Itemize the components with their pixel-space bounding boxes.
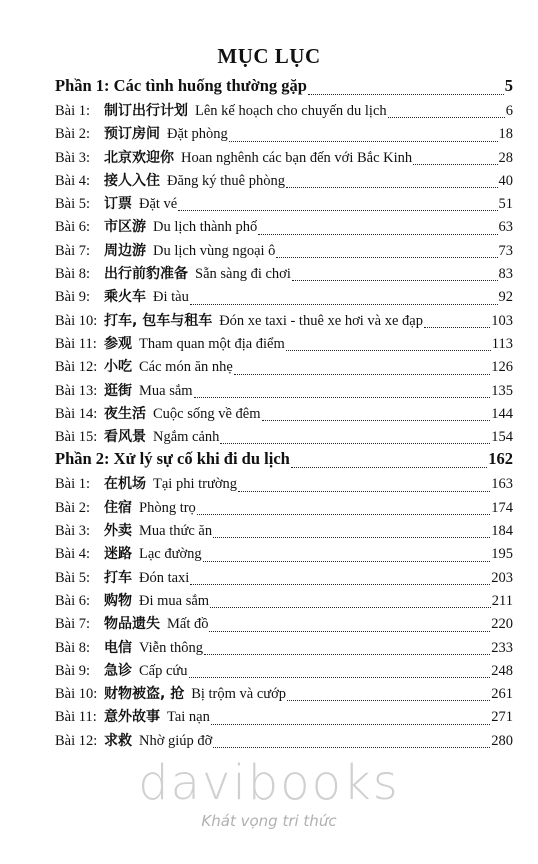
toc-entry[interactable] [55,660,513,683]
lesson-title-chinese: 电信 [104,639,132,656]
lesson-title-vietnamese: Cấp cứu [139,662,188,679]
dot-leader [286,187,498,188]
dot-leader [213,537,490,538]
lesson-title-vietnamese: Lạc đường [139,546,202,563]
lesson-title-chinese: 夜生活 [104,405,146,422]
lesson-title-chinese: 出行前豹准备 [104,266,188,283]
toc-entry[interactable] [55,543,513,566]
page-number: 5 [504,76,513,95]
lesson-title-vietnamese: Đi tàu [153,289,189,306]
page-number: 220 [491,616,513,633]
page-number: 126 [491,359,513,376]
lesson-number: Bài 8: [55,266,91,283]
toc-entry[interactable] [55,123,513,146]
lesson-number: Bài 10: [55,686,98,703]
lesson-title-vietnamese: Du lịch thành phố [153,219,258,236]
lesson-title-vietnamese: Đặt phòng [167,126,228,143]
page-number: 162 [488,449,513,469]
lesson-number: Bài 12: [55,359,98,376]
lesson-title-vietnamese: Tham quan một địa điểm [139,335,285,352]
lesson-number: Bài 4: [55,172,91,189]
dot-leader [413,164,497,165]
lesson-title-vietnamese: Mua thức ăn [139,523,213,540]
lesson-title-chinese: 订票 [104,196,132,213]
watermark-tagline: Khát vọng tri thức [201,812,337,830]
lesson-number: Bài 6: [55,592,91,609]
page-number: 135 [491,382,513,399]
dot-leader [234,374,490,375]
lesson-number: Bài 2: [55,499,91,516]
dot-leader [178,210,497,211]
toc-entry[interactable] [55,310,513,333]
lesson-title-vietnamese: Tại phi trường [153,476,237,493]
toc-entry[interactable] [55,497,513,520]
lesson-title-chinese: 周边游 [104,242,146,259]
lesson-title-vietnamese: Mua sắm [139,382,193,399]
lesson-number: Bài 4: [55,546,91,563]
lesson-number: Bài 1: [55,476,91,493]
lesson-number: Bài 7: [55,242,91,259]
lesson-title-vietnamese: Ngắm cảnh [153,429,220,446]
toc-entry[interactable] [55,706,513,729]
dot-leader [211,724,490,725]
lesson-title-chinese: 住宿 [104,499,132,516]
lesson-number: Bài 12: [55,732,98,749]
dot-leader [203,561,491,562]
dot-leader [292,280,498,281]
dot-leader [308,94,504,95]
lesson-title-chinese: 求救 [104,732,132,749]
toc-entry[interactable] [55,590,513,613]
lesson-number: Bài 15: [55,429,98,446]
lesson-number: Bài 1: [55,103,91,119]
lesson-title-chinese: 市区游 [104,219,146,236]
toc-entry[interactable] [55,333,513,356]
dot-leader [287,700,490,701]
lesson-title-vietnamese: Đi mua sắm [139,592,210,609]
toc-entry[interactable] [55,170,513,193]
toc-entry[interactable] [55,263,513,286]
lesson-number: Bài 5: [55,196,91,213]
toc-entry[interactable] [55,380,513,403]
page-number: 261 [491,686,513,703]
lesson-title-chinese: 财物被盗, 抢 [104,686,185,703]
lesson-title-chinese: 看风景 [104,429,146,446]
lesson-title-chinese: 购物 [104,592,132,609]
table-of-contents [55,76,513,753]
dot-leader [424,327,490,328]
lesson-title-vietnamese: Phòng trọ [139,499,196,516]
lesson-title-vietnamese: Viễn thông [139,639,203,656]
lesson-number: Bài 14: [55,405,98,422]
lesson-title-chinese: 制订出行计划 [104,103,188,119]
page-number: 195 [491,546,513,563]
page-number: 144 [491,405,513,422]
lesson-number: Bài 7: [55,616,91,633]
lesson-title-chinese: 迷路 [104,546,132,563]
dot-leader [388,117,505,118]
page-number: 211 [491,592,513,609]
lesson-number: Bài 13: [55,382,98,399]
lesson-title-chinese: 打车, 包车与租车 [104,312,213,329]
lesson-title-chinese: 急诊 [104,662,132,679]
dot-leader [210,607,491,608]
part-title: Phần 2: Xử lý sự cố khi đi du lịch [55,449,290,469]
watermark-logo: davibooks [138,755,400,811]
dot-leader [258,234,497,235]
dot-leader [204,654,490,655]
lesson-number: Bài 3: [55,523,91,540]
toc-entry[interactable] [55,216,513,239]
lesson-title-chinese: 北京欢迎你 [104,149,174,166]
dot-leader [276,257,497,258]
dot-leader [213,747,490,748]
part-heading[interactable] [55,449,513,473]
dot-leader [189,677,491,678]
toc-entry[interactable] [55,356,513,379]
page-number: 40 [498,172,513,189]
dot-leader [262,420,491,421]
toc-entry[interactable] [55,730,513,753]
lesson-title-vietnamese: Đón taxi [139,569,190,586]
lesson-number: Bài 11: [55,335,97,352]
lesson-title-vietnamese: Du lịch vùng ngoại ô [153,242,276,259]
page-title: MỤC LỤC [217,44,321,68]
lesson-title-chinese: 小吃 [104,359,132,376]
lesson-title-vietnamese: Hoan nghênh các bạn đến với Bắc Kinh [181,149,413,166]
page-number: 28 [498,149,513,166]
dot-leader [190,304,498,305]
dot-leader [197,514,490,515]
dot-leader [190,584,490,585]
lesson-number: Bài 11: [55,709,97,726]
dot-leader [229,141,498,142]
page-number: 203 [491,569,513,586]
lesson-title-chinese: 乘火车 [104,289,146,306]
dot-leader [194,397,491,398]
page-number: 63 [498,219,513,236]
lesson-title-vietnamese: Bị trộm và cướp [191,686,287,703]
page-number: 154 [491,429,513,446]
toc-entry[interactable] [55,567,513,590]
lesson-number: Bài 9: [55,289,91,306]
page-number: 51 [498,196,513,213]
toc-entry[interactable] [55,286,513,309]
lesson-title-chinese: 参观 [104,335,132,352]
lesson-title-chinese: 接人入住 [104,172,160,189]
lesson-number: Bài 2: [55,126,91,143]
toc-entry[interactable] [55,100,513,123]
lesson-title-vietnamese: Đặt vé [139,196,178,213]
dot-leader [291,467,487,468]
toc-entry[interactable] [55,637,513,660]
lesson-number: Bài 6: [55,219,91,236]
toc-entry[interactable] [55,193,513,216]
lesson-title-chinese: 预订房间 [104,126,160,143]
lesson-number: Bài 9: [55,662,91,679]
toc-entry[interactable] [55,613,513,636]
dot-leader [209,631,490,632]
lesson-number: Bài 3: [55,149,91,166]
lesson-title-chinese: 外卖 [104,523,132,540]
page-number: 233 [491,639,513,656]
toc-entry[interactable] [55,147,513,170]
lesson-title-vietnamese: Nhờ giúp đỡ [139,732,213,749]
page-number: 163 [491,476,513,493]
page-number: 271 [491,709,513,726]
lesson-title-chinese: 逛街 [104,382,132,399]
lesson-title-chinese: 打车 [104,569,132,586]
dot-leader [286,350,491,351]
page-number: 248 [491,662,513,679]
lesson-number: Bài 5: [55,569,91,586]
toc-entry[interactable] [55,240,513,263]
toc-entry[interactable] [55,683,513,706]
page-number: 83 [498,266,513,283]
page-number: 103 [491,312,513,329]
toc-entry[interactable] [55,520,513,543]
lesson-number: Bài 8: [55,639,91,656]
part-heading[interactable] [55,76,513,100]
toc-entry[interactable] [55,426,513,449]
lesson-title-vietnamese: Mất đồ [167,616,209,633]
dot-leader [238,491,490,492]
page-number: 184 [491,523,513,540]
lesson-title-chinese: 在机场 [104,476,146,493]
page-number: 73 [498,242,513,259]
lesson-title-vietnamese: Cuộc sống về đêm [153,405,261,422]
page-number: 174 [491,499,513,516]
lesson-title-vietnamese: Các món ăn nhẹ [139,359,233,376]
page-number: 113 [491,335,513,352]
toc-entry[interactable] [55,473,513,496]
lesson-title-vietnamese: Sẵn sàng đi chơi [195,266,291,283]
dot-leader [220,443,490,444]
lesson-title-vietnamese: Tai nạn [167,709,210,726]
lesson-title-vietnamese: Đăng ký thuê phòng [167,172,285,189]
lesson-title-vietnamese: Đón xe taxi - thuê xe hơi và xe đạp [219,312,423,329]
lesson-title-chinese: 意外故事 [104,709,160,726]
lesson-title-vietnamese: Lên kế hoạch cho chuyến du lịch [195,103,387,119]
toc-entry[interactable] [55,403,513,426]
lesson-number: Bài 10: [55,312,98,329]
lesson-title-chinese: 物品遗失 [104,616,160,633]
page-number: 92 [498,289,513,306]
page-number: 280 [491,732,513,749]
page-number: 6 [505,103,513,119]
page-number: 18 [498,126,513,143]
part-title: Phần 1: Các tình huống thường gặp [55,76,307,95]
